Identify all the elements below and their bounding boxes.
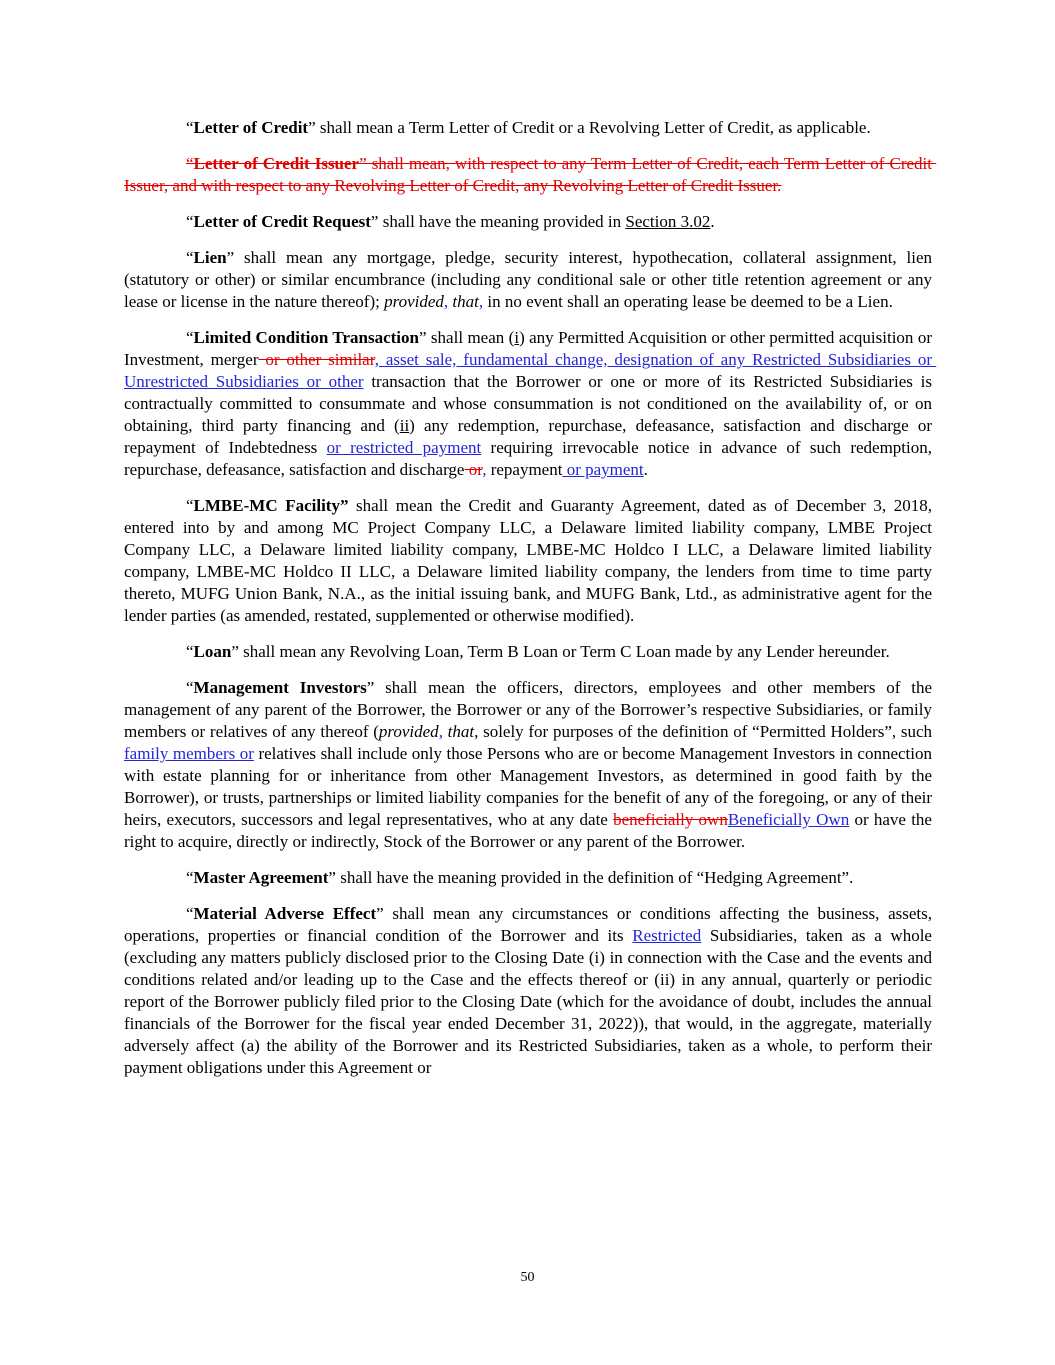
defined-term: LMBE-MC Facility” [193, 496, 349, 515]
deleted-text: ” shall mean, with respect to any Term Letter of Credit, each Term Letter of Credit Issuer, and with respect to any Revolving Letter of Credit, any Revolving Letter of Credit Issuer. [124, 154, 937, 195]
deleted-text: or [464, 460, 483, 479]
text-run: requiring irrevocable notice in advance of such redemption, repurchase, defeasance, satisfaction and discharge [124, 438, 937, 479]
text-run: “ [186, 248, 194, 267]
definition-letter-of-credit-request [124, 211, 932, 233]
defined-term: Master Agreement [193, 868, 329, 887]
text-run: “ [186, 904, 194, 923]
definition-lien [124, 247, 937, 313]
defined-term: Management Investors [193, 678, 367, 697]
text-run: “ [186, 642, 194, 661]
text-run: . [710, 212, 715, 231]
text-run: ) any redemption, repurchase, defeasance, satisfaction and discharge or repayment of Indebtedness [124, 416, 937, 457]
text-run: ” shall mean ( [418, 328, 515, 347]
text-run: shall mean the Credit and Guaranty Agreement, dated as of December 3, 2018, entered into by and among MC Project Company LLC, a Delaware limited liability company, LMBE Project Company LLC, a Delaware limited liability company, LMBE-MC Holdco I LLC, a Delaware limited liability company, LMBE-MC Holdco II LLC, a Delaware limited liability company, the lenders from time to time party thereto, MUFG Union Bank, N.A., as the initial issuing bank, and MUFG Bank, Ltd., as administrative agent for the lender parties (as amended, restated, supplemented or otherwise modified). [124, 496, 937, 625]
inserted-text: or payment [562, 460, 644, 479]
inserted-text: family members or [124, 744, 254, 763]
text-run: that [448, 292, 479, 311]
text-run: “ [186, 118, 194, 137]
inserted-text: , [443, 292, 449, 311]
deleted-text: “ [186, 154, 194, 173]
inserted-text: , [482, 460, 487, 479]
text-run: ” shall mean any circumstances or conditions affecting the business, assets, operations, properties or financial condition of the Borrower and its [124, 904, 937, 945]
defined-term: Limited Condition Transaction [193, 328, 419, 347]
text-run: , solely for purposes of the definition of “Permitted Holders”, such [474, 722, 937, 741]
deleted-text: or other similar [258, 350, 375, 369]
text-run: that [442, 722, 475, 741]
defined-term: Letter of Credit [193, 118, 309, 137]
defined-term: Letter of Credit Request [193, 212, 371, 231]
text-run: “ [186, 868, 194, 887]
inserted-text: Beneficially Own [727, 810, 850, 829]
text-run: ) any Permitted Acquisition or other permitted acquisition or Investment, merger [124, 328, 937, 369]
text-run: “ [186, 328, 194, 347]
definition-master-agreement [124, 867, 932, 889]
text-run: repayment [486, 460, 563, 479]
underlined-reference: Section 3.02 [625, 212, 711, 231]
inserted-text: or restricted payment [326, 438, 482, 457]
text-run: transaction that the Borrower or one or more of its Restricted Subsidiaries is contractually committed to consummate and whose consummation is not conditioned on the availability of, or on obtaining, third party financing and ( [124, 372, 937, 435]
text-run: “ [186, 496, 194, 515]
text-run: “ [186, 678, 194, 697]
deleted-text: beneficially own [613, 810, 728, 829]
definition-loan [124, 641, 932, 663]
inserted-text: , asset sale, fundamental change, designation of any Restricted Subsidiaries or Unrestricted Subsidiaries or other [124, 350, 937, 391]
definition-letter-of-credit-issuer-deleted [124, 153, 937, 197]
defined-term: Material Adverse Effect [193, 904, 377, 923]
definition-material-adverse-effect [124, 903, 937, 1079]
definition-management-investors [124, 677, 937, 853]
underlined-reference: i [514, 328, 520, 347]
text-run: Subsidiaries, taken as a whole (excluding any matters publicly disclosed prior to the Closing Date (i) in connection with the Case and the events and conditions related and/or leading up to the Case and the effects thereof or (ii) in any annual, quarterly or periodic report of the Borrower publicly filed prior to the Closing Date (which for the avoidance of doubt, includes the annual financials of the Borrower for the fiscal year ended December 31, 2022)), that would, in the aggregate, materially adversely affect (a) the ability of the Borrower and its Restricted Subsidiaries, taken as a whole, to perform their payment obligations under this Agreement or [124, 926, 937, 1077]
text-run: ” shall have the meaning provided in [370, 212, 626, 231]
underlined-reference: ii [399, 416, 410, 435]
document-body [124, 117, 937, 1093]
page-number: 50 [520, 1270, 535, 1285]
text-run: relatives shall include only those Persons who are or become Management Investors in connection with estate planning for or inheritance from other Management Investors, as determined in good faith by the Borrower), or trusts, partnerships or limited liability companies for the benefit of any of the foregoing, or any of their heirs, executors, successors and legal representatives, who at any date [124, 744, 937, 829]
definition-lmbe-mc-facility [124, 495, 937, 627]
text-run: ” shall mean the officers, directors, employees and other members of the management of any parent of the Borrower, the Borrower or any of the Borrower’s respective Subsidiaries, or family members or relatives of any thereof ( [124, 678, 937, 741]
text-run: ” shall mean any Revolving Loan, Term B Loan or Term C Loan made by any Lender hereunder. [231, 642, 890, 661]
definition-limited-condition-transaction [124, 327, 937, 481]
text-run: “ [186, 212, 194, 231]
text-run: in no event shall an operating lease be deemed to be a Lien. [483, 292, 893, 311]
deleted-text: Letter of Credit Issuer [193, 154, 360, 173]
text-run: provided [384, 292, 444, 311]
text-run: ” shall mean a Term Letter of Credit or a Revolving Letter of Credit, as applicable. [308, 118, 871, 137]
inserted-text: , [478, 292, 484, 311]
inserted-text: Restricted [632, 926, 702, 945]
defined-term: Lien [193, 248, 227, 267]
text-run: ” shall mean any mortgage, pledge, security interest, hypothecation, collateral assignment, lien (statutory or other) or similar encumbrance (including any conditional sale or other title retention agreement or any lease or license in the nature thereof); [124, 248, 937, 311]
text-run: or have the right to acquire, directly or indirectly, Stock of the Borrower or any parent of the Borrower. [124, 810, 937, 851]
defined-term: Loan [193, 642, 232, 661]
definition-letter-of-credit [124, 117, 932, 139]
text-run: ” shall have the meaning provided in the definition of “Hedging Agreement”. [328, 868, 854, 887]
text-run: . [643, 460, 648, 479]
inserted-text: , [438, 722, 443, 741]
text-run: provided [378, 722, 439, 741]
